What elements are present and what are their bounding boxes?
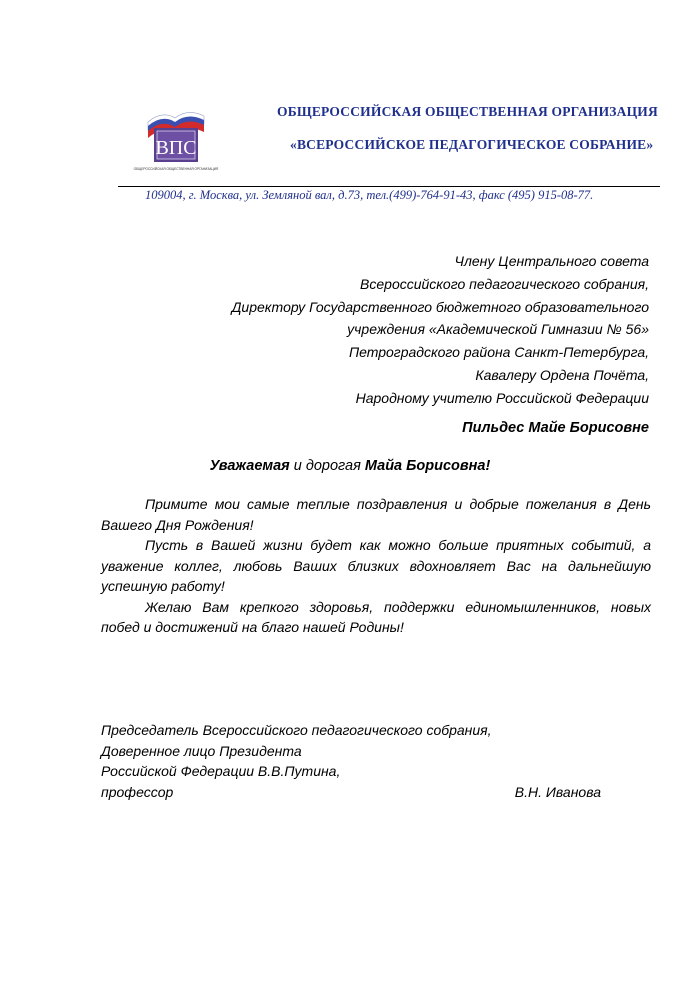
signature-name: В.Н. Иванова [514, 783, 601, 800]
body-paragraph: Пусть в Вашей жизни будет как можно больше приятных событий, а уважение коллег, любовь Ваших близких вдохновляет Вас на дальнейшую успешную работу! [101, 537, 651, 594]
org-address: 109004, г. Москва, ул. Земляной вал, д.73, тел.(499)-764-91-43, факс (495) 915-08-77. [145, 188, 594, 202]
signature-block [101, 720, 601, 802]
letter-body [101, 494, 651, 638]
salutation-bold: Уважаемая [209, 458, 290, 474]
body-paragraph: Примите мои самые теплые поздравления и добрые пожелания в День Вашего Дня Рождения! [101, 496, 651, 533]
letterhead-divider [118, 186, 660, 187]
signature-line: Доверенное лицо Президента [101, 742, 302, 759]
recipient-line: Директору Государственного бюджетного образовательного [231, 298, 649, 315]
salutation-middle: и дорогая [289, 458, 365, 474]
signature-title-row [101, 782, 601, 803]
signature-line: Председатель Всероссийского педагогического собрания, [101, 722, 492, 738]
salutation-end: Майа Борисовна! [364, 458, 491, 474]
logo-letters: ВПС [155, 137, 197, 159]
signature-title: профессор [101, 783, 174, 800]
recipient-line: Всероссийского педагогического собрания, [360, 275, 649, 292]
recipient-line: Кавалеру Ордена Почёта, [475, 366, 649, 383]
org-name-line2: «ВСЕРОССИЙСКОЕ ПЕДАГОГИЧЕСКОЕ СОБРАНИЕ» [290, 137, 654, 152]
salutation [0, 458, 700, 474]
recipient-line: учреждения «Академической Гимназии № 56» [347, 321, 649, 338]
recipient-name: Пильдес Майе Борисовне [462, 420, 649, 436]
recipient-line: Члену Центрального совета [454, 253, 649, 269]
body-paragraph: Желаю Вам крепкого здоровья, поддержки единомышленников, новых побед и достижений на благо нашей Родины! [101, 598, 651, 635]
org-name-line1: ОБЩЕРОССИЙСКАЯ ОБЩЕСТВЕННАЯ ОРГАНИЗАЦИЯ [277, 104, 658, 119]
recipient-block [232, 250, 649, 410]
recipient-line: Петроградского района Санкт-Петербурга, [348, 344, 649, 361]
recipient-line: Народному учителю Российской Федерации [355, 389, 649, 406]
logo-caption: ОБЩЕРОССИЙСКАЯ ОБЩЕСТВЕННАЯ ОРГАНИЗАЦИЯ [133, 167, 219, 171]
organization-logo-icon [133, 100, 219, 175]
signature-line: Российской Федерации В.В.Путина, [101, 763, 341, 779]
